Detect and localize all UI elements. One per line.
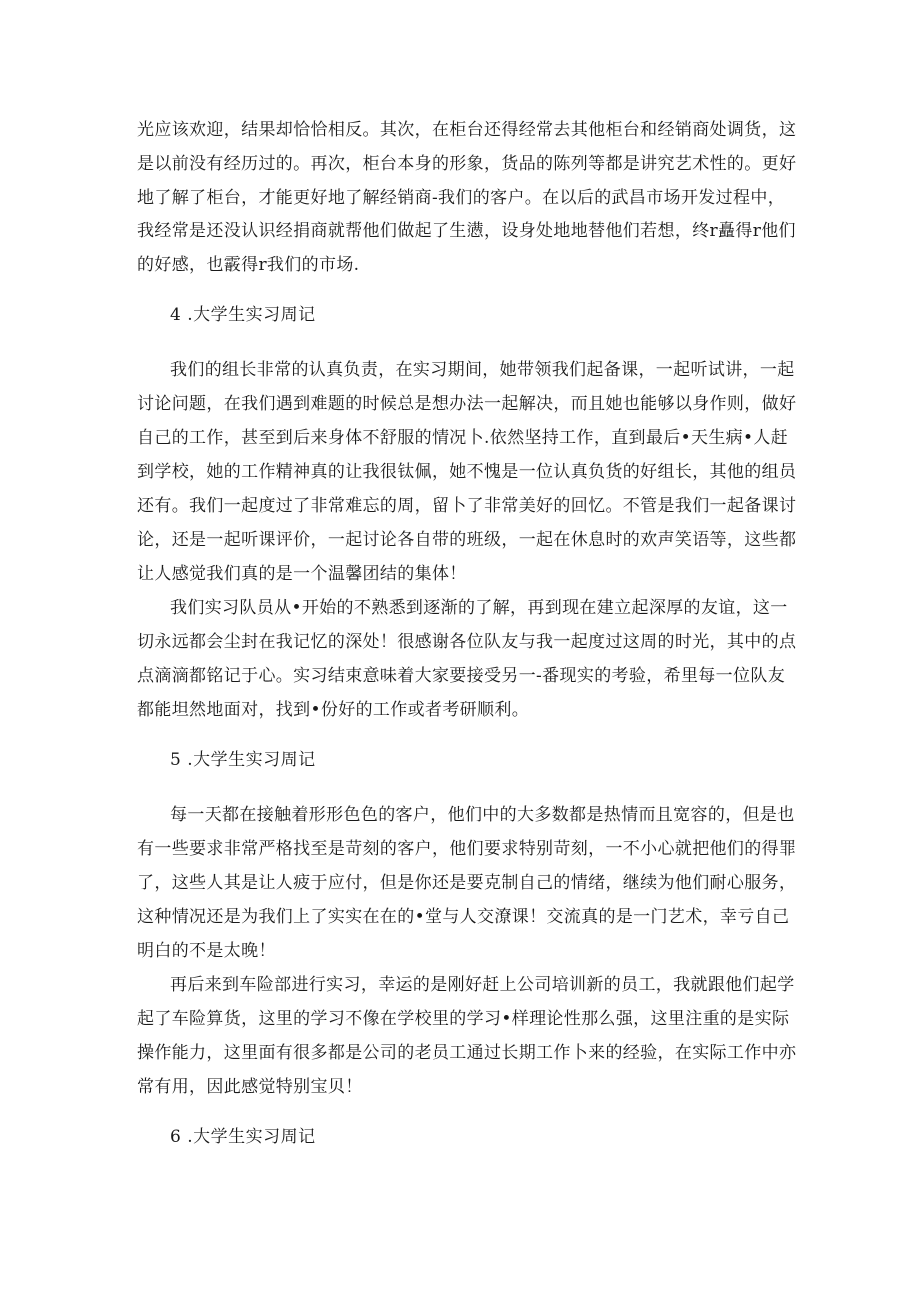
paragraph-line: 再后来到车险部进行实习，幸运的是刚好赶上公司培训新的员工，我就跟他们起学 [170, 975, 795, 995]
paragraph-line: 的好感，也霰得r我们的市场. [137, 255, 360, 275]
section-heading-6: 6 .大学生实习周记 [170, 1127, 316, 1147]
paragraph-line: 是以前没有经历过的。再次，柜台本身的形象，货品的陈列等都是讲究艺术性的。更好 [137, 154, 797, 174]
paragraph-line: 常有用，因此感觉特别宝贝！ [137, 1077, 363, 1097]
paragraph-line: 起了车险算货，这里的学习不像在学校里的学习•样理论性那么强，这里注重的是实际 [137, 1009, 790, 1029]
paragraph-line: 我们的组长非常的认真负责，在实习期间，她带领我们起备课，一起听试讲，一起 [170, 360, 795, 380]
paragraph-line: 我们实习队员从•开始的不熟悉到逐渐的了解，再到现在建立起深厚的友谊，这一 [170, 598, 788, 618]
section-heading-4: 4 .大学生实习周记 [170, 305, 316, 325]
paragraph-line: 了，这些人其是让人疲于应付，但是你还是要克制自己的情绪，继续为他们耐心服务， [137, 873, 797, 893]
paragraph-line: 切永远都会尘封在我记忆的深处！很感谢各位队友与我一起度过这周的时光，其中的点 [137, 632, 797, 652]
paragraph-line: 论，还是一起听课评价，一起讨论各自带的班级，一起在休息时的欢声笑语等，这些都 [137, 530, 797, 550]
paragraph-line: 我经常是还没认识经捐商就帮他们做起了生懑，设身处地地替他们若想，终r矗得r他们 [137, 221, 796, 241]
paragraph-line: 有一些要求非常严格找至是苛刻的客户，他们要求特别苛刻，一不小心就把他们的得罪 [137, 839, 797, 859]
paragraph-line: 都能坦然地面对，找到•份好的工作或者考研顺利。 [137, 700, 530, 720]
paragraph-line: 每一天都在接触着形形色色的客户，他们中的大多数都是热情而且宽容的，但是也 [170, 805, 795, 825]
section-heading-5: 5 .大学生实习周记 [170, 750, 316, 770]
paragraph-line: 讨论问题，在我们遇到难题的时候总是想办法一起解决，而且她也能够以身作则，做好 [137, 394, 797, 414]
paragraph-line: 光应该欢迎，结果却恰恰相反。其次，在柜台还得经常去其他柜台和经销商处调货，这 [137, 120, 797, 140]
paragraph-line: 让人感觉我们真的是一个温馨团结的集体！ [137, 564, 467, 584]
paragraph-line: 自己的工作，甚至到后来身体不舒服的情况卜.依然坚持工作，直到最后•天生病•人赶 [137, 428, 789, 448]
paragraph-line: 操作能力，这里面有很多都是公司的老员工通过长期工作卜来的经验，在实际工作中亦 [137, 1043, 797, 1063]
paragraph-line: 明白的不是太晚！ [137, 941, 276, 961]
paragraph-line: 地了解了柜台，才能更好地了解经销商-我们的客户。在以后的武昌市场开发过程中， [137, 188, 786, 208]
paragraph-line: 点滴滴都铭记于心。实习结束意味着大家要接受另一-番现实的考验，希里每一位队友 [137, 666, 786, 686]
paragraph-line: 这种情况还是为我们上了实实在在的•堂与人交潦课！交流真的是一门艺术，幸亏自己 [137, 907, 790, 927]
paragraph-line: 还有。我们一起度过了非常难忘的周，留卜了非常美好的回忆。不管是我们一起备课讨 [137, 496, 797, 516]
paragraph-line: 到学校，她的工作精神真的让我很钛佩，她不愧是一位认真负货的好组长，其他的组员 [137, 462, 797, 482]
